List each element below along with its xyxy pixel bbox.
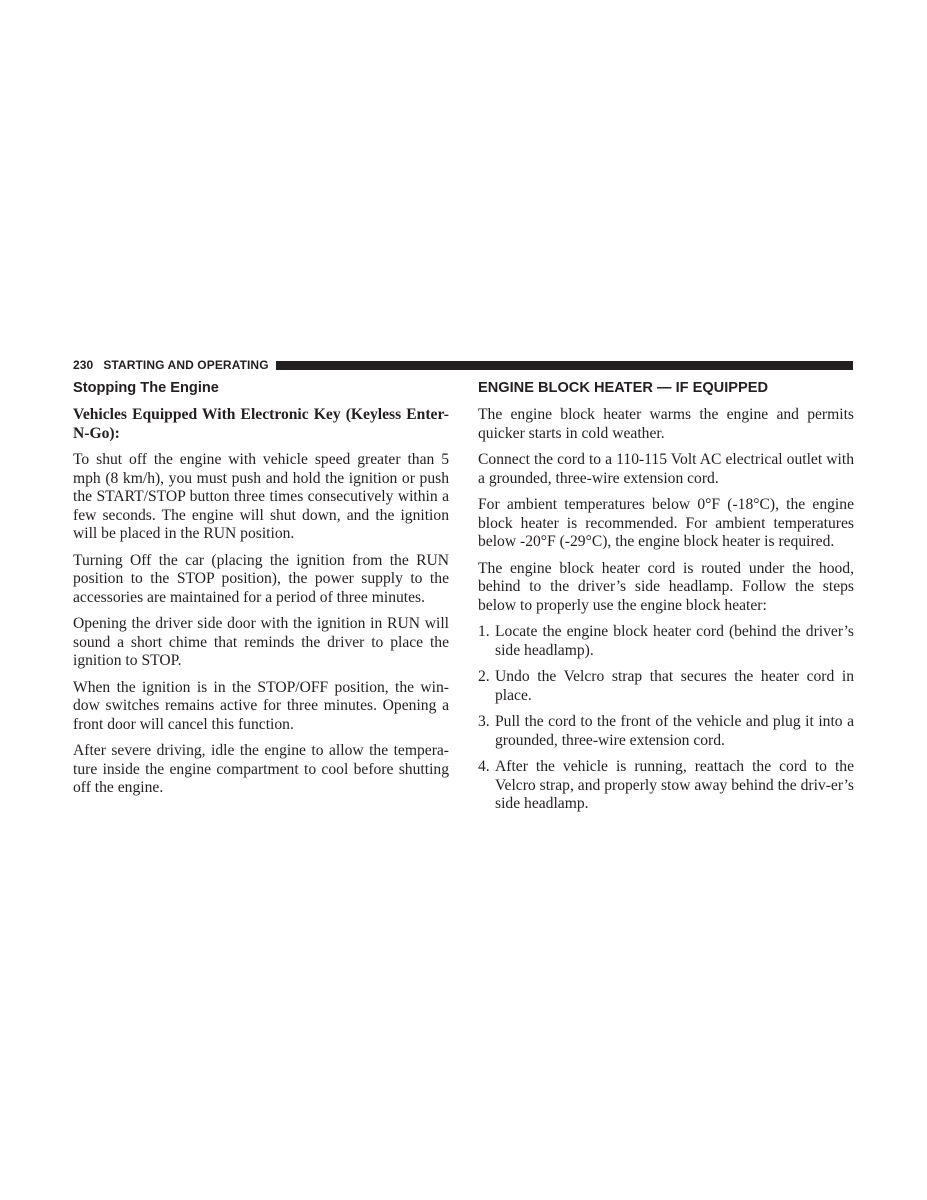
paragraph: For ambient temperatures below 0°F (-18°C), the engine block heater is recommended. For ambient temperatures below -20°F (-29°C), the engine block heater is required. (478, 496, 854, 550)
heater-steps-list (478, 623, 854, 814)
paragraph: After severe driving, idle the engine to allow the tempera-ture inside the engine compartment to cool before shutting off the engine. (73, 742, 449, 796)
list-item (478, 668, 854, 705)
block-heater-heading: ENGINE BLOCK HEATER — IF EQUIPPED (478, 380, 769, 396)
list-item (478, 713, 854, 750)
paragraph: To shut off the engine with vehicle speed greater than 5 mph (8 km/h), you must push and hold the ignition or push the START/STOP button three times consecutively within a few seconds. The engine will shut down, and the ignition will be placed in the RUN position. (73, 451, 449, 542)
section-title: STARTING AND OPERATING (103, 358, 269, 372)
page-header (73, 358, 853, 372)
step-text: Locate the engine block heater cord (behind the driver’s side headlamp). (495, 623, 854, 659)
keyless-subheading: Vehicles Equipped With Electronic Key (Keyless Enter-N-Go): (73, 406, 449, 442)
step-number: 3. (478, 713, 490, 730)
left-column (73, 379, 449, 806)
paragraph: Opening the driver side door with the ignition in RUN will sound a short chime that reminds the driver to place the ignition to STOP. (73, 615, 449, 669)
header-rule (276, 361, 853, 370)
step-text: After the vehicle is running, reattach the cord to the Velcro strap, and properly stow away behind the driv-er’s side headlamp. (495, 758, 854, 812)
step-text: Pull the cord to the front of the vehicle and plug it into a grounded, three-wire extension cord. (495, 713, 854, 749)
step-number: 1. (478, 623, 490, 640)
paragraph: The engine block heater cord is routed under the hood, behind to the driver’s side headlamp. Follow the steps below to properly use the engine block heater: (478, 559, 854, 614)
step-number: 2. (478, 668, 490, 685)
step-number: 4. (478, 758, 490, 775)
paragraph: Turning Off the car (placing the ignition from the RUN position to the STOP position), the power supply to the accessories are maintained for a period of three minutes. (73, 551, 449, 606)
page-number: 230 (73, 358, 94, 372)
stopping-engine-heading: Stopping The Engine (73, 380, 219, 396)
list-item (478, 758, 854, 814)
list-item (478, 623, 854, 660)
step-text: Undo the Velcro strap that secures the heater cord in place. (495, 668, 854, 704)
paragraph: The engine block heater warms the engine and permits quicker starts in cold weather. (478, 406, 854, 442)
paragraph: When the ignition is in the STOP/OFF position, the win-dow switches remains active for three minutes. Opening a front door will cancel this function. (73, 678, 449, 733)
paragraph: Connect the cord to a 110-115 Volt AC electrical outlet with a grounded, three-wire extension cord. (478, 451, 854, 487)
right-column (478, 379, 854, 822)
